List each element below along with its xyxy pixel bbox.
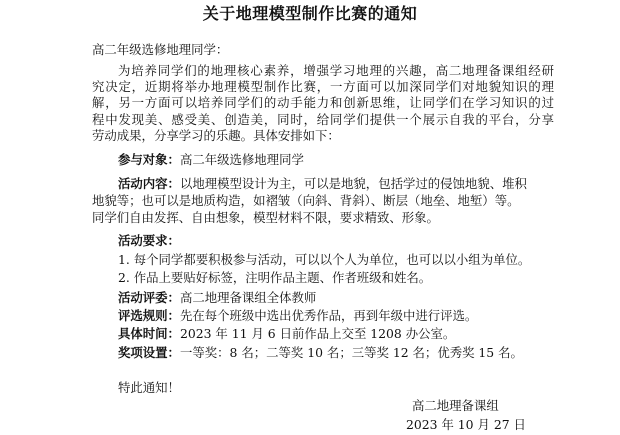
intro-line: 究决定，近期将举办地理模型制作比赛，一方面可以加深同学们对地貌知识的理	[92, 79, 554, 94]
requirement-item: 1. 每个同学都要积极参与活动，可以以个人为单位，也可以以小组为单位。	[118, 252, 531, 267]
requirement-item: 2. 作品上要贴好标签，注明作品主题、作者班级和姓名。	[118, 270, 432, 285]
content-line: 同学们自由发挥、自由想象，模型材料不限，要求精致、形象。	[92, 210, 439, 225]
participants-row	[118, 152, 304, 168]
awards-row	[118, 345, 523, 361]
awards-label: 奖项设置：	[118, 345, 180, 360]
intro-line: 程中发现美、感受美、创造美，同时，给同学们提供一个展示自我的平台，分享	[92, 112, 554, 127]
deadline-label: 具体时间：	[118, 326, 180, 341]
deadline-value: 2023 年 11 月 6 日前作品上交至 1208 办公室。	[179, 326, 456, 341]
content-value: 以地理模型设计为主，可以是地貌，包括学过的侵蚀地貌、堆积	[179, 176, 527, 191]
content-row	[118, 176, 527, 192]
salutation: 高二年级选修地理同学：	[92, 42, 229, 57]
participants-value: 高二年级选修地理同学	[179, 152, 304, 167]
selection-label: 评选规则：	[118, 308, 180, 323]
closing-text: 特此通知！	[118, 380, 180, 395]
judges-label: 活动评委：	[118, 290, 180, 305]
deadline-row	[118, 326, 455, 342]
content-label: 活动内容：	[118, 176, 180, 191]
judges-value: 高二地理备课组全体教师	[179, 290, 317, 305]
awards-value: 一等奖：8 名；二等奖 10 名；三等奖 12 名；优秀奖 15 名。	[179, 345, 523, 360]
signature-org: 高二地理备课组	[412, 398, 499, 413]
selection-row	[118, 308, 477, 324]
judges-row	[118, 290, 316, 306]
participants-label: 参与对象：	[118, 152, 180, 167]
selection-value: 先在每个班级中选出优秀作品，再到年级中进行评选。	[179, 308, 478, 323]
page-title: 关于地理模型制作比赛的通知	[202, 4, 418, 23]
intro-line: 为培养同学们的地理核心素养，增强学习地理的兴趣，高二地理备课组经研	[118, 63, 554, 78]
intro-line: 解，另一方面可以培养同学们的动手能力和创新思维，让同学们在学习知识的过	[92, 95, 554, 110]
requirements-label: 活动要求：	[118, 233, 180, 248]
intro-line: 劳动成果，分享学习的乐趣。具体安排如下：	[92, 128, 340, 143]
content-line: 地貌等；也可以是地质构造，如褶皱（向斜、背斜）、断层（地垒、地堑）等。	[92, 193, 520, 208]
signature-date: 2023 年 10 月 27 日	[406, 417, 526, 432]
